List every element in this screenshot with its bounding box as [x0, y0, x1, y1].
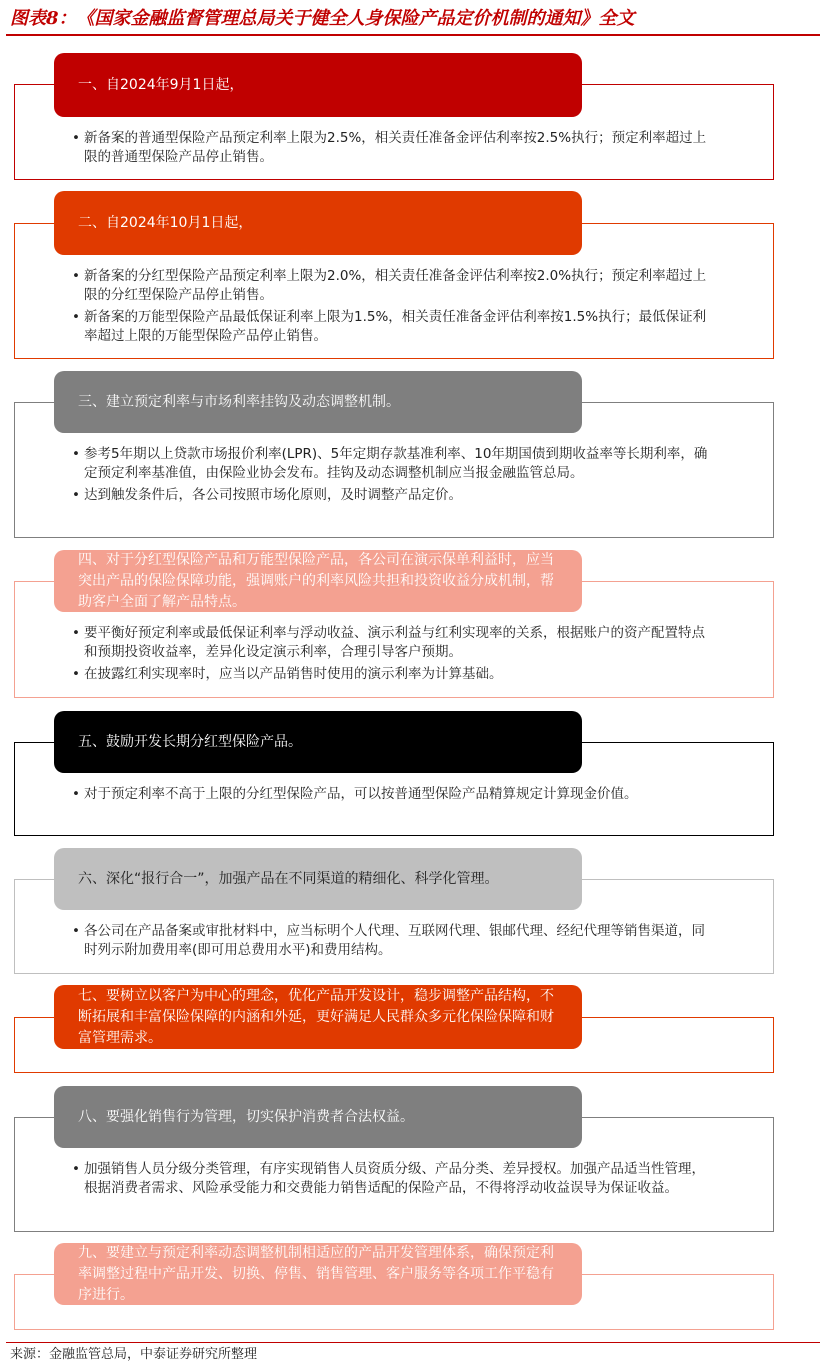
section-3-header: 三、建立预定利率与市场利率挂钩及动态调整机制。: [54, 371, 582, 433]
section-6-bullets: [72, 922, 717, 963]
section-5-header: 五、鼓励开发长期分红型保险产品。: [54, 711, 582, 773]
title-divider: [6, 34, 820, 36]
section-1-bullets: [72, 129, 717, 170]
section-8-header: 八、要强化销售行为管理，切实保护消费者合法权益。: [54, 1086, 582, 1148]
bullet-item: • 新备案的分红型保险产品预定利率上限为2.0%，相关责任准备金评估利率按2.0%执行；预定利率超过上限的分红型保险产品停止销售。: [72, 267, 717, 305]
section-6-header: 六、深化“报行合一”，加强产品在不同渠道的精细化、科学化管理。: [54, 848, 582, 910]
bullet-item: • 新备案的普通型保险产品预定利率上限为2.5%，相关责任准备金评估利率按2.5%执行；预定利率超过上限的普通型保险产品停止销售。: [72, 129, 717, 167]
section-4-bullets: [72, 624, 717, 687]
section-1-header: 一、自2024年9月1日起，: [54, 53, 582, 117]
bullet-item: • 对于预定利率不高于上限的分红型保险产品，可以按普通型保险产品精算规定计算现金价值。: [72, 785, 717, 804]
bullet-item: • 在披露红利实现率时，应当以产品销售时使用的演示利率为计算基础。: [72, 665, 717, 684]
section-4-header: 四、对于分红型保险产品和万能型保险产品，各公司在演示保单利益时，应当突出产品的保险保障功能，强调账户的利率风险共担和投资收益分成机制，帮助客户全面了解产品特点。: [54, 550, 582, 612]
bullet-item: • 各公司在产品备案或审批材料中，应当标明个人代理、互联网代理、银邮代理、经纪代理等销售渠道，同时列示附加费用率(即可用总费用水平)和费用结构。: [72, 922, 717, 960]
bullet-item: • 新备案的万能型保险产品最低保证利率上限为1.5%，相关责任准备金评估利率按1.5%执行；最低保证利率超过上限的万能型保险产品停止销售。: [72, 308, 717, 346]
section-9-header: 九、要建立与预定利率动态调整机制相适应的产品开发管理体系，确保预定利率调整过程中产品开发、切换、停售、销售管理、客户服务等各项工作平稳有序进行。: [54, 1243, 582, 1305]
source-note: 来源：金融监管总局，中泰证券研究所整理: [10, 1347, 258, 1362]
section-3-bullets: [72, 445, 717, 508]
section-2-header: 二、自2024年10月1日起，: [54, 191, 582, 255]
section-5-bullets: [72, 785, 717, 807]
bullet-item: • 参考5年期以上贷款市场报价利率(LPR)、5年定期存款基准利率、10年期国债到期收益率等长期利率，确定预定利率基准值，由保险业协会发布。挂钩及动态调整机制应当报金融监管总局。: [72, 445, 717, 483]
bullet-item: • 加强销售人员分级分类管理，有序实现销售人员资质分级、产品分类、差异授权。加强产品适当性管理，根据消费者需求、风险承受能力和交费能力销售适配的保险产品，不得将浮动收益误导为保证收益。: [72, 1160, 717, 1198]
bullet-item: • 达到触发条件后，各公司按照市场化原则，及时调整产品定价。: [72, 486, 717, 505]
section-8-bullets: [72, 1160, 717, 1201]
section-2-bullets: [72, 267, 717, 349]
source-divider: [6, 1342, 820, 1343]
section-7-header: 七、要树立以客户为中心的理念，优化产品开发设计，稳步调整产品结构，不断拓展和丰富保险保障的内涵和外延，更好满足人民群众多元化保险保障和财富管理需求。: [54, 985, 582, 1049]
figure-title: 图表8：《国家金融监督管理总局关于健全人身保险产品定价机制的通知》全文: [10, 8, 635, 29]
bullet-item: • 要平衡好预定利率或最低保证利率与浮动收益、演示利益与红利实现率的关系，根据账户的资产配置特点和预期投资收益率，差异化设定演示利率，合理引导客户预期。: [72, 624, 717, 662]
